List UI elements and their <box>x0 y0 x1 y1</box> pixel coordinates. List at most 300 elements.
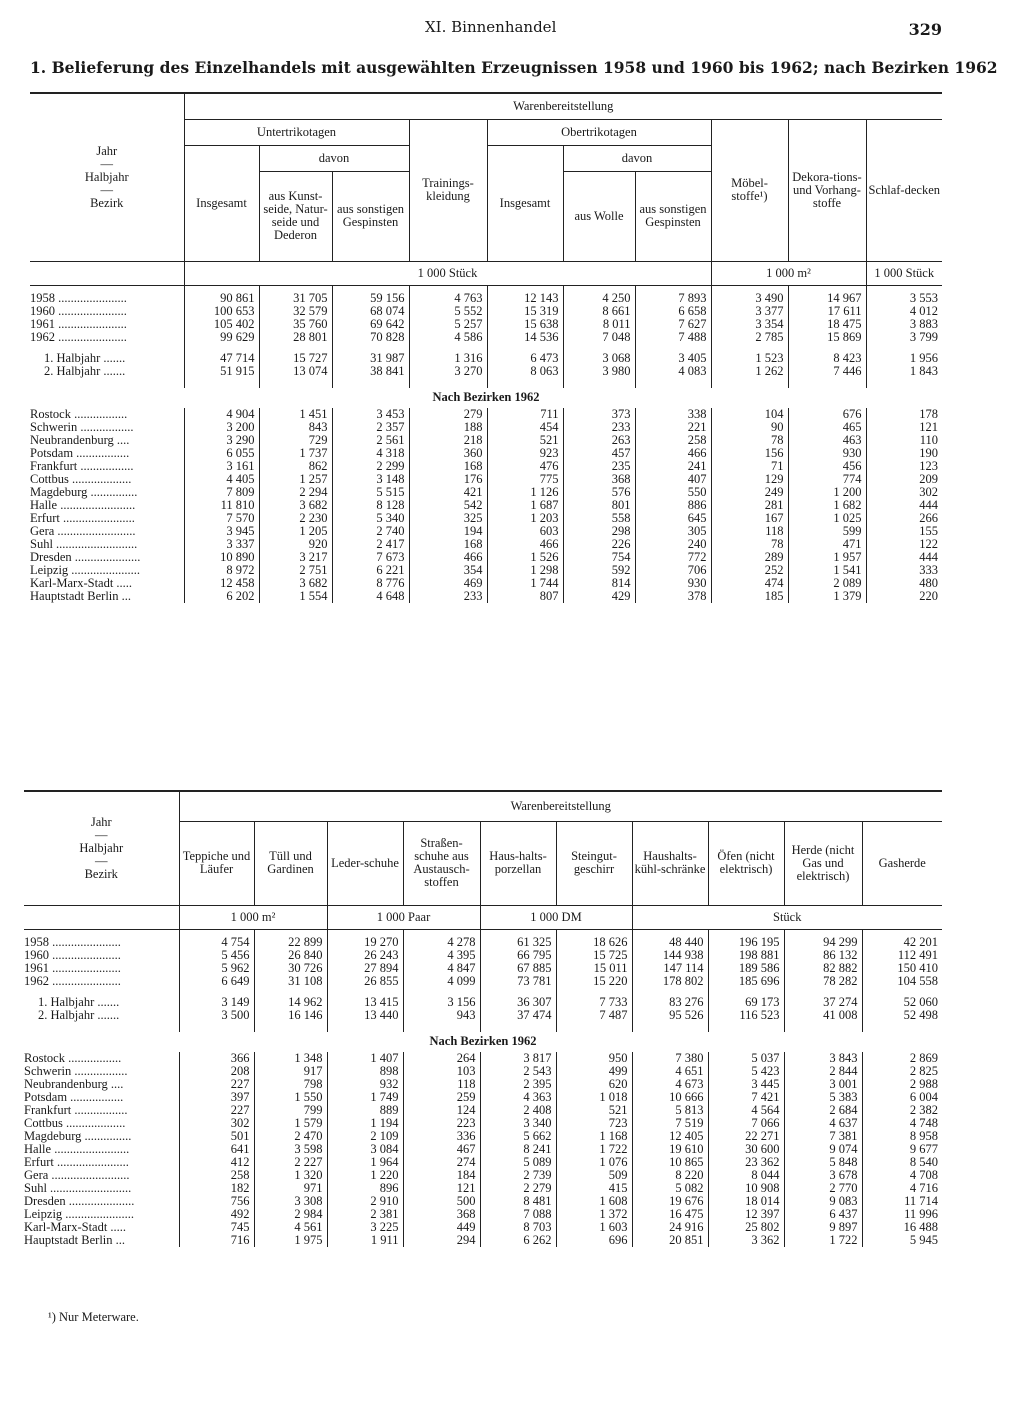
table-row <box>30 525 942 538</box>
table-cell: 1 451 <box>259 408 332 421</box>
table-cell: 4 708 <box>862 1169 942 1182</box>
table-cell: 8 044 <box>708 1169 784 1182</box>
table-cell: 227 <box>179 1104 254 1117</box>
header-ober-davon: davon <box>563 145 711 171</box>
subheading-row <box>30 388 942 408</box>
table-cell: 429 <box>563 590 635 603</box>
table-cell: 3 598 <box>254 1143 327 1156</box>
table-cell: 31 987 <box>332 352 409 365</box>
table-cell: 592 <box>563 564 635 577</box>
table-cell: 2 988 <box>862 1078 942 1091</box>
table-cell: 156 <box>711 447 788 460</box>
table-cell: 7 487 <box>556 1009 632 1022</box>
table-cell: 235 <box>563 460 635 473</box>
table-cell: 182 <box>179 1182 254 1195</box>
subheading: Nach Bezirken 1962 <box>429 1034 537 1048</box>
table-cell: 7 421 <box>708 1091 784 1104</box>
table-row <box>30 460 942 473</box>
table-cell: 188 <box>409 421 487 434</box>
table-cell: 7 381 <box>784 1130 862 1143</box>
table-cell: 620 <box>556 1078 632 1091</box>
row-label: 1960 ...................... <box>30 304 127 318</box>
table-cell: 2 408 <box>480 1104 556 1117</box>
subheading: Nach Bezirken 1962 <box>432 390 540 404</box>
table-cell: 4 904 <box>184 408 259 421</box>
table-cell: 48 440 <box>632 936 708 949</box>
table-cell: 3 682 <box>259 499 332 512</box>
table-row <box>24 996 942 1009</box>
table-cell: 7 893 <box>635 292 711 305</box>
table-cell: 1 200 <box>788 486 866 499</box>
header-schlafdecken: Schlaf-decken <box>866 119 942 261</box>
table-cell: 3 148 <box>332 473 409 486</box>
table-cell: 147 114 <box>632 962 708 975</box>
table-cell: 4 648 <box>332 590 409 603</box>
table-cell: 456 <box>788 460 866 473</box>
table-cell: 3 354 <box>711 318 788 331</box>
table-cell: 4 278 <box>403 936 480 949</box>
table-cell: 27 894 <box>327 962 403 975</box>
table-cell: 756 <box>179 1195 254 1208</box>
table-cell: 1 722 <box>784 1234 862 1247</box>
table-cell: 90 861 <box>184 292 259 305</box>
table-cell: 745 <box>179 1221 254 1234</box>
table-cell: 711 <box>487 408 563 421</box>
table-cell: 4 099 <box>403 975 480 988</box>
row-label: Magdeburg ............... <box>30 485 138 499</box>
table-cell: 6 055 <box>184 447 259 460</box>
table-cell: 5 515 <box>332 486 409 499</box>
table-cell: 16 475 <box>632 1208 708 1221</box>
table-cell: 19 270 <box>327 936 403 949</box>
table-row <box>24 1143 942 1156</box>
header-obertrikotagen: Obertrikotagen <box>487 119 711 145</box>
table-cell: 28 801 <box>259 331 332 344</box>
table-cell: 500 <box>403 1195 480 1208</box>
table-cell: 2 230 <box>259 512 332 525</box>
table-cell: 930 <box>788 447 866 460</box>
table-cell: 415 <box>556 1182 632 1195</box>
table-cell: 12 397 <box>708 1208 784 1221</box>
table-cell: 10 890 <box>184 551 259 564</box>
table-cell: 22 271 <box>708 1130 784 1143</box>
table-cell: 19 676 <box>632 1195 708 1208</box>
row-label: Cottbus ................... <box>24 1116 126 1130</box>
table-cell: 754 <box>563 551 635 564</box>
table-cell: 2 739 <box>480 1169 556 1182</box>
header-wolle: aus Wolle <box>563 171 635 261</box>
table-cell: 2 684 <box>784 1104 862 1117</box>
table-cell: 1 608 <box>556 1195 632 1208</box>
table-row <box>24 1195 942 1208</box>
table-row <box>24 1052 942 1065</box>
table-cell: 20 851 <box>632 1234 708 1247</box>
row-label: Rostock ................. <box>30 407 128 421</box>
row-label: 1958 ...................... <box>30 291 127 305</box>
table-cell: 31 108 <box>254 975 327 988</box>
table-cell: 3 817 <box>480 1052 556 1065</box>
table-cell: 3 084 <box>327 1143 403 1156</box>
table-cell: 799 <box>254 1104 327 1117</box>
table-cell: 112 491 <box>862 949 942 962</box>
table-cell: 801 <box>563 499 635 512</box>
table-cell: 930 <box>635 577 711 590</box>
table-cell: 233 <box>563 421 635 434</box>
table-cell: 474 <box>711 577 788 590</box>
table-cell: 302 <box>866 486 942 499</box>
row-label: Halle ........................ <box>30 498 136 512</box>
table-cell: 521 <box>556 1104 632 1117</box>
table-cell: 1 526 <box>487 551 563 564</box>
table-cell: 645 <box>635 512 711 525</box>
table-row <box>24 1169 942 1182</box>
table-cell: 775 <box>487 473 563 486</box>
table-cell: 16 146 <box>254 1009 327 1022</box>
table-cell: 397 <box>179 1091 254 1104</box>
table-cell: 1 523 <box>711 352 788 365</box>
table-cell: 178 <box>866 408 942 421</box>
table-cell: 31 705 <box>259 292 332 305</box>
table-cell: 52 060 <box>862 996 942 1009</box>
table-cell: 676 <box>788 408 866 421</box>
table-row <box>24 936 942 949</box>
table-row <box>30 590 942 603</box>
unit-m2: 1 000 m² <box>179 905 327 929</box>
table-cell: 167 <box>711 512 788 525</box>
table-cell: 4 250 <box>563 292 635 305</box>
table-cell: 71 <box>711 460 788 473</box>
header-moebelstoffe: Möbel-stoffe¹) <box>711 119 788 261</box>
table-cell: 252 <box>711 564 788 577</box>
table-cell: 3 149 <box>179 996 254 1009</box>
table-row <box>24 975 942 988</box>
table-cell: 37 274 <box>784 996 862 1009</box>
table-cell: 155 <box>866 525 942 538</box>
table-cell: 360 <box>409 447 487 460</box>
stub-header: Jahr — Halbjahr — Bezirk <box>24 791 179 905</box>
table-cell: 15 727 <box>259 352 332 365</box>
table-cell: 469 <box>409 577 487 590</box>
table-cell: 11 996 <box>862 1208 942 1221</box>
table-cell: 476 <box>487 460 563 473</box>
table-cell: 1 379 <box>788 590 866 603</box>
table-cell: 696 <box>556 1234 632 1247</box>
table-cell: 412 <box>179 1156 254 1169</box>
table-cell: 7 088 <box>480 1208 556 1221</box>
table-row <box>24 1078 942 1091</box>
table-cell: 2 395 <box>480 1078 556 1091</box>
table-cell: 4 637 <box>784 1117 862 1130</box>
table-cell: 3 340 <box>480 1117 556 1130</box>
header-untertrikotagen: Untertrikotagen <box>184 119 409 145</box>
row-label: Potsdam ................. <box>30 446 130 460</box>
table-cell: 13 440 <box>327 1009 403 1022</box>
row-label: Suhl .......................... <box>30 537 138 551</box>
table-row <box>24 1065 942 1078</box>
table-cell: 2 381 <box>327 1208 403 1221</box>
table-cell: 1 687 <box>487 499 563 512</box>
table-cell: 2 844 <box>784 1065 862 1078</box>
header-lederschuhe: Leder-schuhe <box>327 821 403 905</box>
table-cell: 52 498 <box>862 1009 942 1022</box>
table-cell: 7 570 <box>184 512 259 525</box>
table-cell: 466 <box>635 447 711 460</box>
row-label: Hauptstadt Berlin ... <box>30 589 132 603</box>
header-herde: Herde (nicht Gas und elektrisch) <box>784 821 862 905</box>
table-cell: 509 <box>556 1169 632 1182</box>
row-label: Magdeburg ............... <box>24 1129 132 1143</box>
table-cell: 2 751 <box>259 564 332 577</box>
table-cell: 94 299 <box>784 936 862 949</box>
table-cell: 3 883 <box>866 318 942 331</box>
row-label: Halle ........................ <box>24 1142 130 1156</box>
table-cell: 37 474 <box>480 1009 556 1022</box>
table-cell: 8 423 <box>788 352 866 365</box>
table-cell: 123 <box>866 460 942 473</box>
table-cell: 294 <box>403 1234 480 1247</box>
table-cell: 124 <box>403 1104 480 1117</box>
table-cell: 2 740 <box>332 525 409 538</box>
table-cell: 5 383 <box>784 1091 862 1104</box>
table-cell: 4 012 <box>866 305 942 318</box>
table-cell: 814 <box>563 577 635 590</box>
table-row <box>24 1182 942 1195</box>
table-cell: 354 <box>409 564 487 577</box>
table-cell: 196 195 <box>708 936 784 949</box>
table-cell: 2 984 <box>254 1208 327 1221</box>
table-cell: 82 882 <box>784 962 862 975</box>
table-cell: 7 446 <box>788 365 866 378</box>
unit-m2: 1 000 m² <box>711 261 866 285</box>
unit-stub <box>30 261 184 285</box>
header-trainingskleidung: Trainings-kleidung <box>409 119 487 261</box>
row-label: 1962 ...................... <box>30 330 127 344</box>
row-label: Neubrandenburg .... <box>24 1077 124 1091</box>
table-cell: 178 802 <box>632 975 708 988</box>
table-cell: 86 132 <box>784 949 862 962</box>
table-cell: 220 <box>866 590 942 603</box>
table-cell: 2 785 <box>711 331 788 344</box>
table-cell: 223 <box>403 1117 480 1130</box>
subheading-row <box>24 1032 942 1052</box>
table-cell: 603 <box>487 525 563 538</box>
table-cell: 2 227 <box>254 1156 327 1169</box>
table-cell: 521 <box>487 434 563 447</box>
table-cell: 4 651 <box>632 1065 708 1078</box>
row-label: 1961 ...................... <box>24 961 121 975</box>
table-cell: 4 763 <box>409 292 487 305</box>
spacer-row <box>24 988 942 996</box>
table-cell: 8 241 <box>480 1143 556 1156</box>
row-label: Karl-Marx-Stadt ..... <box>24 1220 127 1234</box>
table-cell: 1 722 <box>556 1143 632 1156</box>
table-cell: 943 <box>403 1009 480 1022</box>
table-cell: 501 <box>179 1130 254 1143</box>
table-cell: 5 082 <box>632 1182 708 1195</box>
header-ober-insgesamt: Insgesamt <box>487 145 563 261</box>
table-cell: 7 809 <box>184 486 259 499</box>
table-cell: 15 725 <box>556 949 632 962</box>
row-label: 1. Halbjahr ....... <box>38 995 120 1009</box>
table-cell: 641 <box>179 1143 254 1156</box>
table-cell: 289 <box>711 551 788 564</box>
table-cell: 298 <box>563 525 635 538</box>
header-teppiche: Teppiche und Läufer <box>179 821 254 905</box>
table-cell: 407 <box>635 473 711 486</box>
table-cell: 9 677 <box>862 1143 942 1156</box>
table-cell: 51 915 <box>184 365 259 378</box>
row-label: 1. Halbjahr ....... <box>44 351 126 365</box>
table-cell: 1 372 <box>556 1208 632 1221</box>
table-cell: 471 <box>788 538 866 551</box>
table-cell: 558 <box>563 512 635 525</box>
table-cell: 6 221 <box>332 564 409 577</box>
table-cell: 466 <box>487 538 563 551</box>
table-row <box>30 421 942 434</box>
table-cell: 368 <box>563 473 635 486</box>
unit-stueck: Stück <box>632 905 942 929</box>
table-cell: 3 678 <box>784 1169 862 1182</box>
table-cell: 83 276 <box>632 996 708 1009</box>
table-cell: 2 770 <box>784 1182 862 1195</box>
table-cell: 14 962 <box>254 996 327 1009</box>
table-cell: 3 500 <box>179 1009 254 1022</box>
header-kuehlschraenke: Haushalts-kühl-schränke <box>632 821 708 905</box>
table-cell: 66 795 <box>480 949 556 962</box>
table-cell: 467 <box>403 1143 480 1156</box>
table-cell: 190 <box>866 447 942 460</box>
table-cell: 454 <box>487 421 563 434</box>
table-cell: 6 202 <box>184 590 259 603</box>
table-cell: 2 869 <box>862 1052 942 1065</box>
table-cell: 10 908 <box>708 1182 784 1195</box>
table-cell: 176 <box>409 473 487 486</box>
table-cell: 599 <box>788 525 866 538</box>
table-cell: 3 799 <box>866 331 942 344</box>
table-cell: 1 682 <box>788 499 866 512</box>
table-cell: 798 <box>254 1078 327 1091</box>
table-cell: 2 417 <box>332 538 409 551</box>
table-cell: 2 089 <box>788 577 866 590</box>
table-cell: 32 579 <box>259 305 332 318</box>
unit-dm: 1 000 DM <box>480 905 632 929</box>
table-cell: 366 <box>179 1052 254 1065</box>
row-label: Leipzig ...................... <box>24 1207 135 1221</box>
table-cell: 706 <box>635 564 711 577</box>
table-cell: 5 456 <box>179 949 254 962</box>
row-label: Schwerin ................. <box>30 420 134 434</box>
table-cell: 11 810 <box>184 499 259 512</box>
table-cell: 862 <box>259 460 332 473</box>
table-cell: 36 307 <box>480 996 556 1009</box>
table-cell: 7 733 <box>556 996 632 1009</box>
table-cell: 492 <box>179 1208 254 1221</box>
table-cell: 1 205 <box>259 525 332 538</box>
table-cell: 78 <box>711 434 788 447</box>
table-cell: 2 279 <box>480 1182 556 1195</box>
table-cell: 264 <box>403 1052 480 1065</box>
table-cell: 3 001 <box>784 1078 862 1091</box>
unit-paar: 1 000 Paar <box>327 905 480 929</box>
table-cell: 7 380 <box>632 1052 708 1065</box>
table-cell: 8 481 <box>480 1195 556 1208</box>
table-cell: 1 975 <box>254 1234 327 1247</box>
table-cell: 1 957 <box>788 551 866 564</box>
table-cell: 19 610 <box>632 1143 708 1156</box>
spacer-row <box>30 378 942 388</box>
table-cell: 542 <box>409 499 487 512</box>
table-cell: 38 841 <box>332 365 409 378</box>
table-cell: 8 063 <box>487 365 563 378</box>
table-cell: 7 673 <box>332 551 409 564</box>
table-cell: 1 220 <box>327 1169 403 1182</box>
table-row <box>24 962 942 975</box>
table-cell: 1 018 <box>556 1091 632 1104</box>
table-row <box>30 577 942 590</box>
table-cell: 5 813 <box>632 1104 708 1117</box>
table-cell: 122 <box>866 538 942 551</box>
section-title: XI. Binnenhandel <box>425 18 557 36</box>
table-row <box>30 408 942 421</box>
table-cell: 279 <box>409 408 487 421</box>
spacer-row <box>30 344 942 352</box>
table-cell: 774 <box>788 473 866 486</box>
table-cell: 249 <box>711 486 788 499</box>
row-label: 1962 ...................... <box>24 974 121 988</box>
table-row <box>24 1009 942 1022</box>
table-cell: 4 363 <box>480 1091 556 1104</box>
unit-stueck-2: 1 000 Stück <box>866 261 942 285</box>
table-cell: 12 143 <box>487 292 563 305</box>
table-cell: 13 074 <box>259 365 332 378</box>
table-cell: 15 319 <box>487 305 563 318</box>
table-row <box>30 499 942 512</box>
table-cell: 3 217 <box>259 551 332 564</box>
table-cell: 3 980 <box>563 365 635 378</box>
table-cell: 950 <box>556 1052 632 1065</box>
table-cell: 1 025 <box>788 512 866 525</box>
table-cell: 61 325 <box>480 936 556 949</box>
table-cell: 90 <box>711 421 788 434</box>
row-label: 1961 ...................... <box>30 317 127 331</box>
table-row <box>24 1104 942 1117</box>
table-row <box>24 1208 942 1221</box>
table-cell: 258 <box>635 434 711 447</box>
table-cell: 2 825 <box>862 1065 942 1078</box>
table-cell: 22 899 <box>254 936 327 949</box>
table-row <box>30 365 942 378</box>
row-label: Gera ......................... <box>24 1168 130 1182</box>
table-cell: 465 <box>788 421 866 434</box>
table-cell: 194 <box>409 525 487 538</box>
table-cell: 8 958 <box>862 1130 942 1143</box>
table-cell: 550 <box>635 486 711 499</box>
table-cell: 7 627 <box>635 318 711 331</box>
table-cell: 110 <box>866 434 942 447</box>
table-cell: 1 203 <box>487 512 563 525</box>
table-cell: 305 <box>635 525 711 538</box>
table-cell: 7 048 <box>563 331 635 344</box>
row-label: Cottbus ................... <box>30 472 132 486</box>
table-cell: 3 445 <box>708 1078 784 1091</box>
table-cell: 1 911 <box>327 1234 403 1247</box>
table-cell: 1 076 <box>556 1156 632 1169</box>
table-cell: 18 014 <box>708 1195 784 1208</box>
table-cell: 886 <box>635 499 711 512</box>
table-cell: 78 <box>711 538 788 551</box>
table-row <box>30 434 942 447</box>
table-cell: 932 <box>327 1078 403 1091</box>
